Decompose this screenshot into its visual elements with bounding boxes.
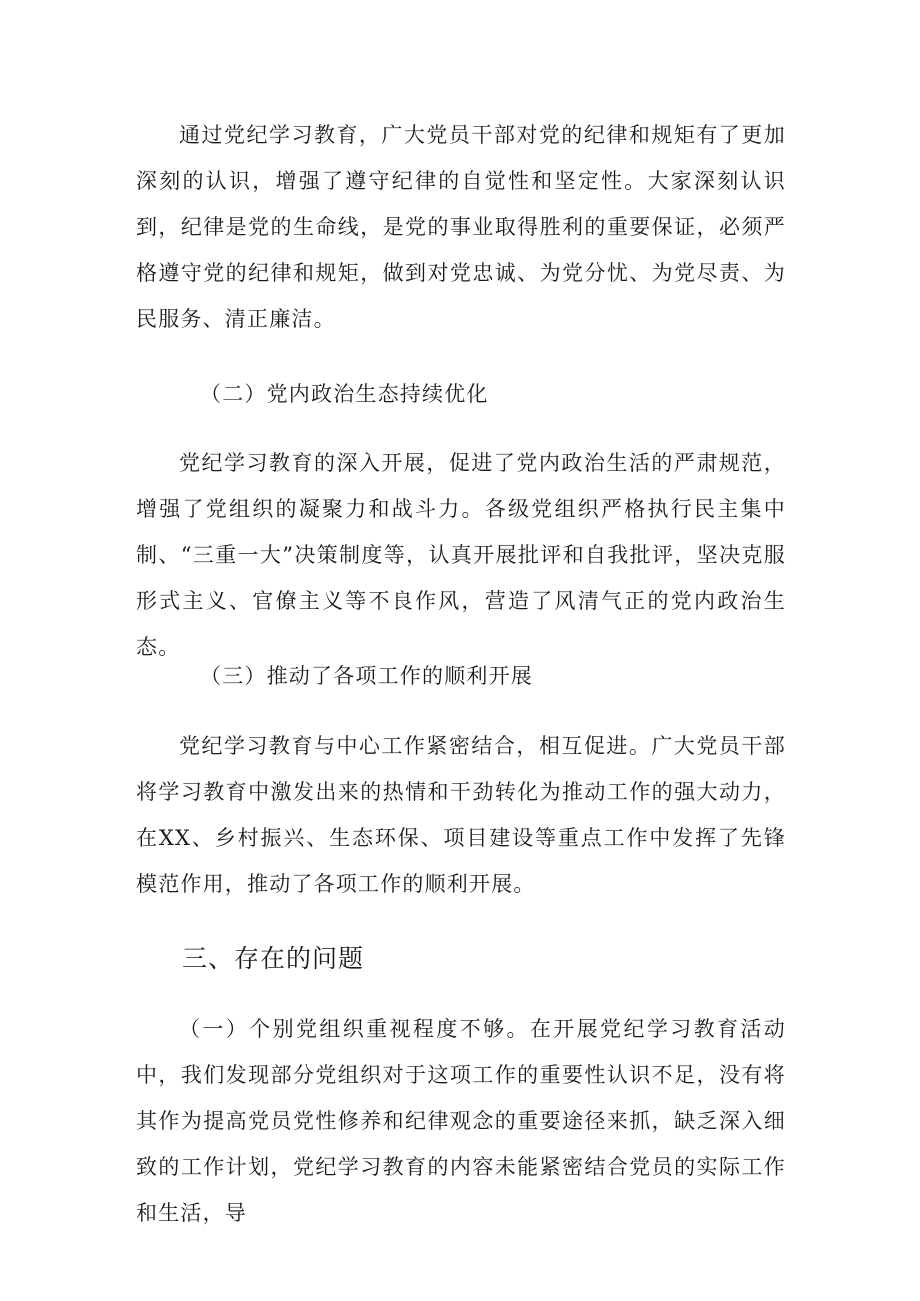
- paragraph-discipline-awareness: 通过党纪学习教育，广大党员干部对党的纪律和规矩有了更加深刻的认识，增强了遵守纪律的自觉性和坚定性。大家深刻认识到，纪律是党的生命线，是党的事业取得胜利的重要保证，必须严格遵守党的纪律和规矩，做到对党忠诚、为党分忧、为党尽责、为民服务、清正廉洁。: [136, 123, 786, 331]
- subheading-political-ecology: （二）党内政治生态持续优化: [200, 382, 489, 406]
- paragraph-political-ecology: 党纪学习教育的深入开展，促进了党内政治生活的严肃规范，增强了党组织的凝聚力和战斗力。各级党组织严格执行民主集中制、“三重一大”决策制度等，认真开展批评和自我批评，坚决克服形式主义、官僚主义等不良作风，营造了风清气正的党内政治生态。: [136, 451, 786, 659]
- subheading-work-progress: （三）推动了各项工作的顺利开展: [200, 664, 533, 688]
- section-title-existing-problems: 三、存在的问题: [182, 944, 365, 973]
- paragraph-problem-insufficient-attention: （一）个别党组织重视程度不够。在开展党纪学习教育活动中，我们发现部分党组织对于这项工作的重要性认识不足，没有将其作为提高党员党性修养和纪律观念的重要途径来抓，缺乏深入细致的工作计划，党纪学习教育的内容未能紧密结合党员的实际工作和生活，导: [136, 1017, 786, 1225]
- paragraph-work-progress: 党纪学习教育与中心工作紧密结合，相互促进。广大党员干部将学习教育中激发出来的热情和干劲转化为推动工作的强大动力，在XX、乡村振兴、生态环保、项目建设等重点工作中发挥了先锋模范作用，推动了各项工作的顺利开展。: [136, 734, 786, 896]
